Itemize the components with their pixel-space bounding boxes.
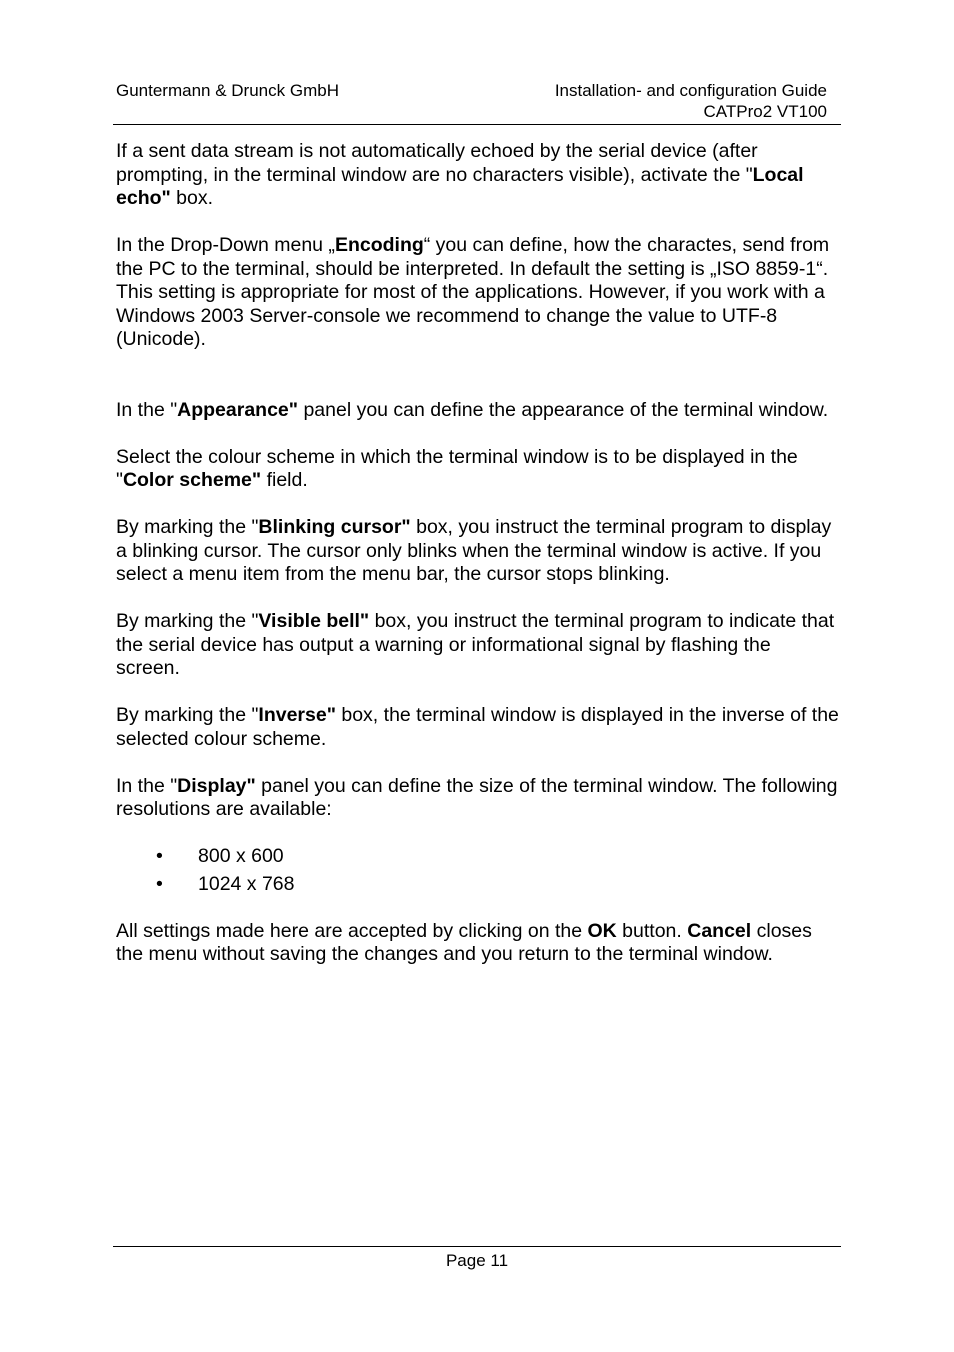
text-run: panel you can define the appearance of the terminal window. <box>298 398 829 421</box>
text-run: Select the colour scheme in which the terminal window is to be displayed in the " <box>116 445 798 491</box>
text-run: closes the menu without saving the changes and you return to the terminal window. <box>116 919 812 965</box>
bold-term-ok: OK <box>587 919 617 942</box>
bold-term-cancel: Cancel <box>687 919 752 942</box>
header-guide-title: Installation- and configuration Guide <box>554 81 827 100</box>
text-run: box. <box>170 187 214 209</box>
footer-divider <box>113 1246 841 1247</box>
text-run: In the " <box>116 774 178 797</box>
text-run: If a sent data stream is not automatically echoed by the serial device (after prompting, in the terminal window are no characters visible), activate the " <box>116 140 758 186</box>
text-run: “ you can define, how the charactes, send from the PC to the terminal, should be interpreted. In default the setting is „ISO 8859-1“. This setting is appropriate for most of the applications. However, if you work with a Windows 2003 Server-console we recommend to change the value to UTF-8 (Unicode). <box>116 234 830 350</box>
paragraph-local-echo <box>116 140 840 211</box>
text-run: field. <box>261 469 308 491</box>
bold-term-inverse: Inverse" <box>258 704 336 726</box>
bold-term-appearance: Appearance" <box>177 398 299 421</box>
paragraph-visible-bell <box>116 610 840 681</box>
paragraph-display <box>116 775 840 822</box>
paragraph-blinking-cursor <box>116 516 840 587</box>
resolution-1024x768: 1024 x 768 <box>198 872 295 895</box>
paragraph-inverse <box>116 704 840 751</box>
bold-term-display: Display" <box>177 774 256 797</box>
text-run: button. <box>616 919 688 942</box>
bold-term-blinking-cursor: Blinking cursor" <box>258 516 411 538</box>
header-product: CATPro2 VT100 <box>703 102 827 121</box>
text-run: panel you can define the size of the terminal window. The following resolutions are available: <box>116 774 838 820</box>
text-run: box, you instruct the terminal program to indicate that the serial device has output a warning or informational signal by flashing the screen. <box>116 610 835 679</box>
bold-term-color-scheme: Color scheme" <box>122 469 262 491</box>
header-divider <box>113 124 841 125</box>
text-run: In the Drop-Down menu „ <box>116 234 335 256</box>
resolution-800x600: 800 x 600 <box>198 845 284 867</box>
list-item <box>116 873 840 897</box>
paragraph-color-scheme <box>116 446 840 493</box>
bullet-icon: • <box>156 872 163 895</box>
page-number: Page 11 <box>445 1251 509 1270</box>
header-guide-info <box>555 80 827 122</box>
bold-term-encoding: Encoding <box>334 234 424 256</box>
bold-term-local-echo: Local echo" <box>116 163 804 209</box>
text-run: box, you instruct the terminal program to display a blinking cursor. The cursor only blinks when the terminal window is active. If you select a menu item from the menu bar, the cursor stops blinking. <box>116 516 832 585</box>
paragraph-encoding <box>116 234 840 352</box>
bullet-icon: • <box>156 845 163 867</box>
list-item <box>116 845 840 869</box>
paragraph-appearance <box>116 399 840 423</box>
resolution-list <box>116 845 840 896</box>
text-run: By marking the " <box>116 610 259 632</box>
page-body <box>116 140 840 990</box>
paragraph-settings <box>116 920 840 967</box>
header-company: Guntermann & Drunck GmbH <box>116 81 339 100</box>
bold-term-visible-bell: Visible bell" <box>258 610 370 632</box>
text-run: In the " <box>116 398 178 421</box>
text-run: All settings made here are accepted by clicking on the <box>116 919 588 942</box>
text-run: By marking the " <box>116 516 259 538</box>
text-run: box, the terminal window is displayed in the inverse of the selected colour scheme. <box>116 704 839 750</box>
text-run: By marking the " <box>116 704 259 726</box>
